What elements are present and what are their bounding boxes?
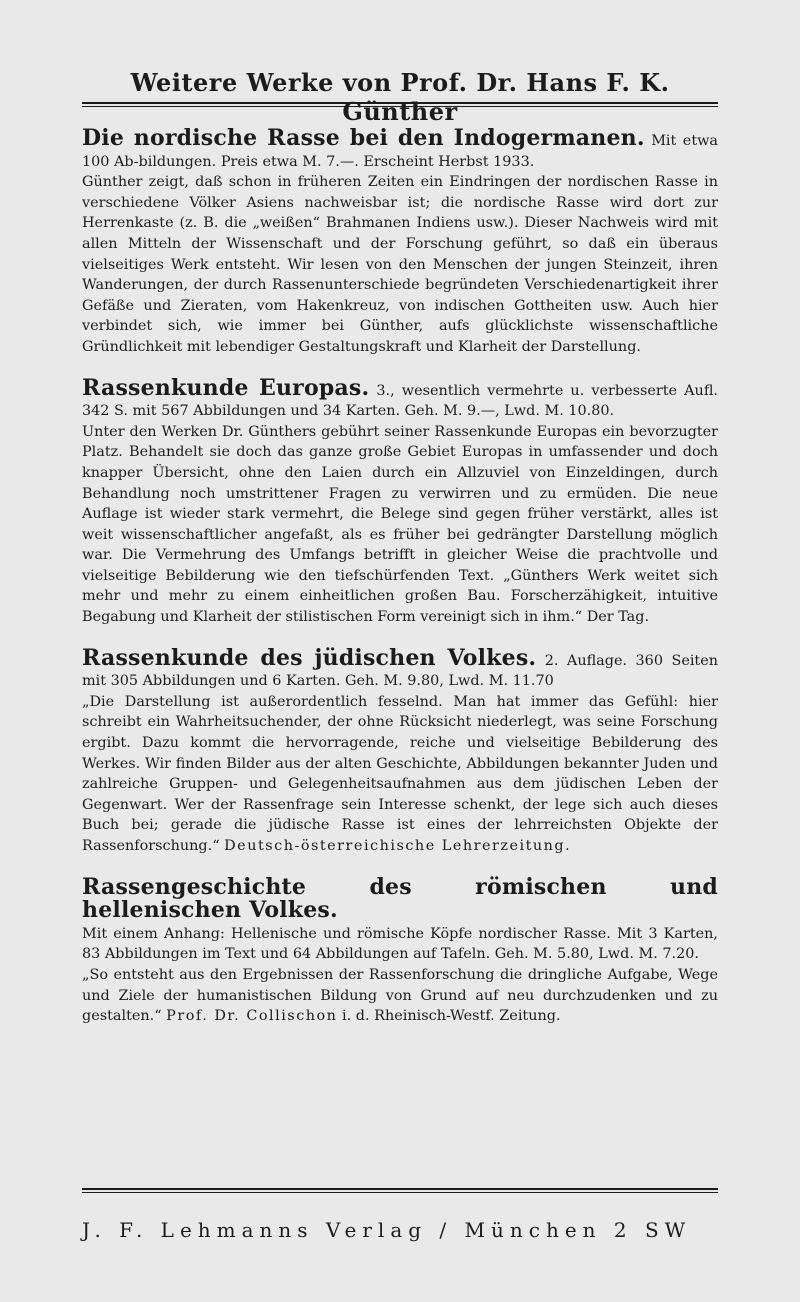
book-entry-body [82,125,718,172]
review-quote: „So entsteht aus den Ergebnissen der Rassenforschung die dringliche Aufgabe, Wege und Ziele der humanistischen Bildung von Grund auf neu durchzudenken und zu gestalten.“ [82,966,718,1025]
book-title: Die nordische Rasse bei den Indogermanen. [82,125,645,151]
header-title: Weitere Werke von Prof. Dr. Hans F. K. Günther [130,68,670,126]
book-description [82,692,718,857]
book-entry-body [82,644,719,692]
book-entry [82,644,719,857]
book-description: Unter den Werken Dr. Günthers gebührt seiner Rassenkunde Europas ein bevorzugter Platz. Behandelt sie doch das ganze große Gebiet Europas in umfassender und doch knapper Übersicht, ohne den Laien durch ein Allzuviel von Einzeldingen, durch Behandlung noch umstrittener Fragen zu verwirren und zu ermüden. Die neue Auflage ist wieder stark vermehrt, die Belege sind gegen früher verstärkt, alles ist weit wissenschaftlicher angefaßt, als es früher bei gedrängter Darstellung möglich war. Die Vermehrung des Umfangs betrifft in gleicher Weise die prachtvolle und vielseitige Bebilderung wie den tiefschürfenden Text. „Günthers Werk weitet sich mehr und mehr zu einem einheitlichen großen Bau. Forscherzähigkeit, intuitive Begabung und Klarheit der stilistischen Form vereinigt sich in ihm.“ Der Tag. [82,423,718,626]
footer-rule-thin [82,1192,718,1193]
book-title: Rassenkunde Europas. [82,374,370,401]
book-meta: 3., wesentlich vermehrte u. verbesserte Aufl. 342 S. mit 567 Abbildungen und 34 Karten. Geh. M. 9.—, Lwd. M. 10.80. [82,382,718,420]
header-rule [82,102,718,104]
book-entry [82,374,718,628]
book-meta: Mit einem Anhang: Hellenische und römische Köpfe nordischer Rasse. Mit 3 Karten, 83 Abbildungen im Text und 64 Abbildungen auf Tafeln. Geh. M. 5.80, Lwd. M. 7.20. [82,925,718,963]
book-description: Günther zeigt, daß schon in früheren Zeiten ein Eindringen der nordischen Rasse in verschiedene Völker Asiens nachweisbar ist; die nordische Rasse wird dort zur Herrenkaste (z. B. die „weißen“ Brahmanen Indiens usw.). Dieser Nachweis wird mit allen Mitteln der Wissenschaft und der Forschung geführt, so daß ein überaus vielseitiges Werk entsteht. Wir lesen von den Menschen der jungen Steinzeit, ihren Wanderungen, der durch Rassenunterschiede begründeten Verschiedenartigkeit ihrer Gefäße und Zieraten, vom Hakenkreuz, von indischen Gottheiten usw. Auch hier verbindet sich, wie immer bei Günther, aufs glücklichste wissenschaftliche Gründlichkeit mit lebendiger Gestaltungskraft und Klarheit der Darstellung. [82,174,718,355]
review-source: Deutsch-österreichische Lehrerzeitung. [224,838,572,854]
book-meta: 2. Auflage. 360 Seiten mit 305 Abbildungen und 6 Karten. Geh. M. 9.80, Lwd. M. 11.70 [82,652,719,690]
book-title-line [82,873,718,924]
publisher-imprint: J. F. Lehmanns Verlag / München 2 SW [82,1218,692,1242]
content [82,125,719,1047]
review-quote: „Die Darstellung ist außerordentlich fesselnd. Man hat immer das Gefühl: hier schreibt ein Wahrheitsuchender, der ohne Rücksicht niederlegt, was seine Forschung ergibt. Dazu kommt die hervorragende, reiche und vielseitige Bebilderung des Werkes. Wir finden Bilder aus der alten Geschichte, Abbildungen bekannter Juden und zahlreiche Gruppen- und Gelegenheitsaufnahmen aus dem jüdischen Leben der Gegenwart. Wer der Rassenfrage sein Interesse schenkt, der lege sich auch dieses Buch bei; gerade die jüdische Rasse ist eines der lehrreichsten Objekte der Rassenforschung.“ [82,693,718,854]
book-entry-body [82,374,718,422]
book-title: Rassengeschichte des römischen und hellenischen Volkes. [82,873,718,924]
book-entry [82,125,718,358]
book-entry [82,873,718,1027]
book-title: Rassenkunde des jüdischen Volkes. [82,644,537,671]
book-description [82,965,718,1027]
review-author: Prof. Dr. Collischon [166,1008,338,1025]
footer-rule [82,1188,718,1190]
book-meta: Mit etwa 100 Ab-bildungen. Preis etwa M. 7.—. Erscheint Herbst 1933. [82,133,718,170]
header-rule-thin [82,106,718,107]
review-source: i. d. Rheinisch-Westf. Zeitung. [342,1008,561,1025]
